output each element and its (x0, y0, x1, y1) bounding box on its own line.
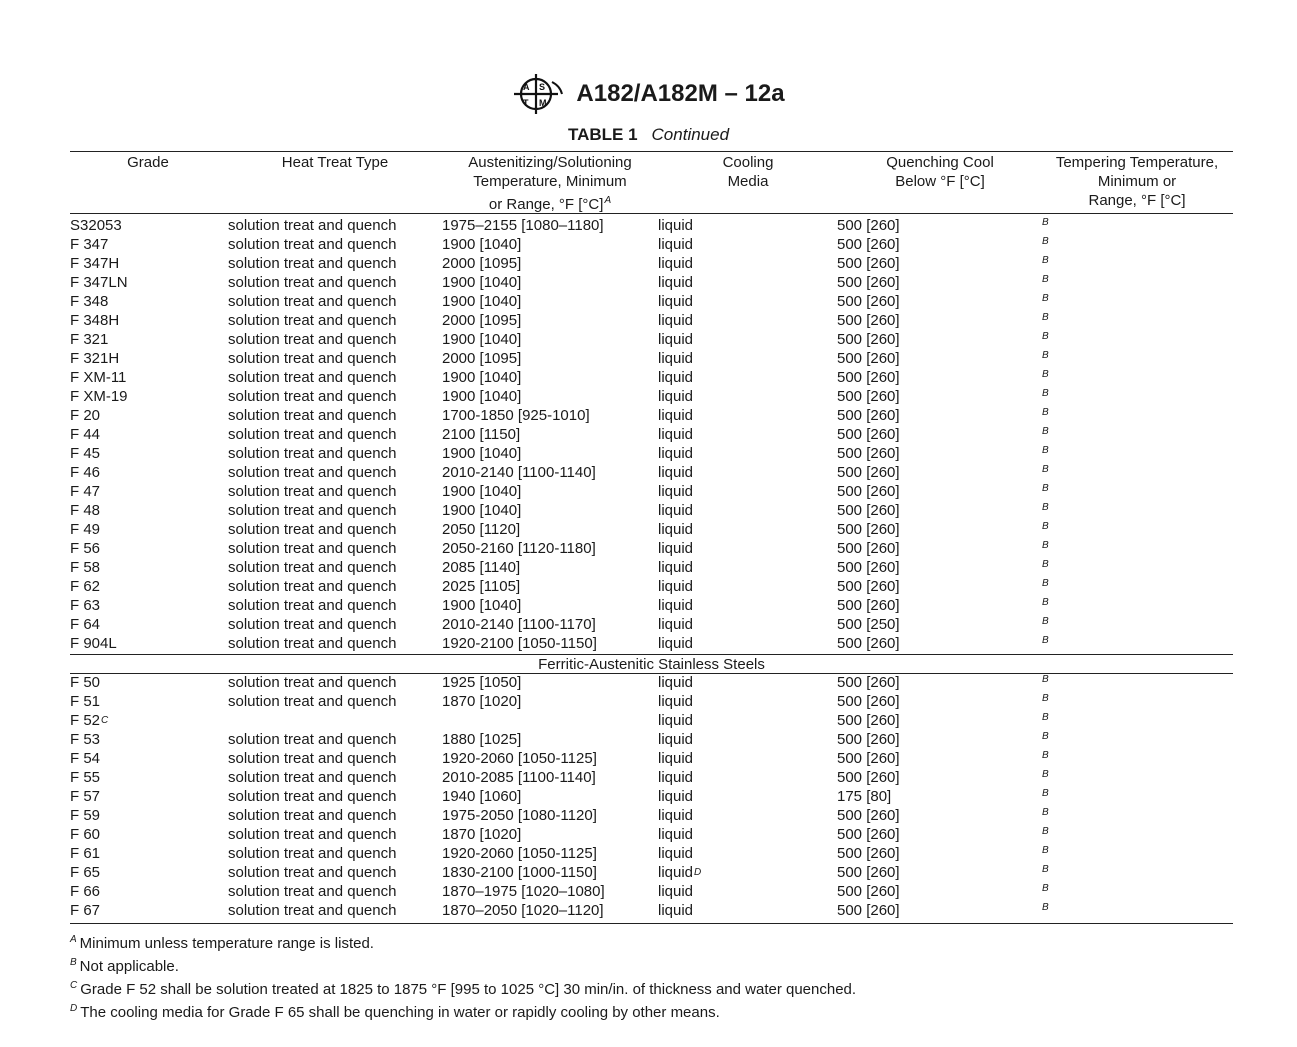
cell-grade: F 49 (70, 521, 101, 538)
cell-cooling-media: liquid (658, 635, 694, 652)
cell-heat-treat: solution treat and quench (228, 826, 397, 843)
table-row (70, 596, 1233, 615)
cell-quench-temp: 500 [260] (837, 464, 900, 481)
cell-temperature: 2010-2140 [1100-1140] (442, 464, 596, 481)
cell-grade: F 46 (70, 464, 101, 481)
cell-heat-treat: solution treat and quench (228, 788, 397, 805)
cell-cooling-media: liquid (658, 407, 694, 424)
cell-cooling-media: liquid (658, 750, 694, 767)
cell-temperature: 1830-2100 [1000-1150] (442, 864, 597, 881)
cell-temperature: 1920-2060 [1050-1125] (442, 845, 597, 862)
cell-heat-treat: solution treat and quench (228, 674, 397, 691)
svg-text:A: A (523, 82, 530, 92)
cell-quench-temp: 500 [260] (837, 521, 900, 538)
cell-quench-temp: 500 [260] (837, 445, 900, 462)
cell-grade: F 20 (70, 407, 101, 424)
cell-cooling-media: liquid (658, 597, 694, 614)
table-row (70, 330, 1233, 349)
cell-tempering: B (1042, 616, 1049, 627)
cell-heat-treat: solution treat and quench (228, 807, 397, 824)
cell-grade: F 67 (70, 902, 101, 919)
footnote-text: Not applicable. (79, 958, 179, 975)
cell-tempering: B (1042, 483, 1049, 494)
cell-quench-temp: 500 [260] (837, 826, 900, 843)
cell-tempering: B (1042, 312, 1049, 323)
cell-cooling-media: liquid (658, 255, 694, 272)
cell-cooling-media: liquid (658, 902, 694, 919)
footnote-text: Minimum unless temperature range is listed. (79, 935, 374, 952)
table-row (70, 501, 1233, 520)
cell-temperature: 1900 [1040] (442, 293, 522, 310)
cell-tempering: B (1042, 826, 1049, 837)
cell-grade: F 55 (70, 769, 101, 786)
col-header-tempering: Tempering Temperature, Minimum or Range, °F [°C] (1055, 154, 1219, 209)
table-continued: Continued (651, 125, 730, 144)
cell-cooling-media: liquid (658, 236, 694, 253)
table-row (70, 882, 1233, 901)
cell-tempering: B (1042, 388, 1049, 399)
cell-temperature: 1975-2050 [1080-1120] (442, 807, 597, 824)
cell-grade: F 321H (70, 350, 120, 367)
cell-grade: F 65 (70, 864, 101, 881)
cell-quench-temp: 500 [260] (837, 369, 900, 386)
cell-cooling-media: liquid (658, 788, 694, 805)
cell-cooling-media: liquid (658, 883, 694, 900)
cell-grade: F 45 (70, 445, 101, 462)
table-row (70, 463, 1233, 482)
cell-temperature: 1940 [1060] (442, 788, 522, 805)
cell-temperature: 2000 [1095] (442, 350, 522, 367)
svg-text:M: M (539, 98, 547, 108)
cell-temperature: 2000 [1095] (442, 312, 522, 329)
cell-temperature: 2010-2140 [1100-1170] (442, 616, 596, 633)
cell-temperature: 1975–2155 [1080–1180] (442, 217, 604, 234)
cell-tempering: B (1042, 845, 1049, 856)
cell-tempering: B (1042, 635, 1049, 646)
cell-grade: S32053 (70, 217, 122, 234)
document-header (0, 72, 1297, 116)
cell-heat-treat: solution treat and quench (228, 255, 397, 272)
cell-heat-treat: solution treat and quench (228, 769, 397, 786)
section-label: Ferritic-Austenitic Stainless Steels (538, 656, 765, 673)
cell-temperature: 1870–2050 [1020–1120] (442, 902, 604, 919)
cell-quench-temp: 500 [260] (837, 388, 900, 405)
cell-temperature: 1900 [1040] (442, 388, 522, 405)
cell-quench-temp: 500 [260] (837, 693, 900, 710)
footnote-mark: A (70, 934, 77, 945)
cell-grade: F 59 (70, 807, 101, 824)
footnote (70, 953, 856, 976)
astm-logo-icon (512, 72, 568, 116)
footnote-text: Grade F 52 shall be solution treated at 1825 to 1875 °F [995 to 1025 °C] 30 min/in. of thickness and water quenched. (80, 981, 857, 998)
table-row (70, 806, 1233, 825)
col-header-quenching: Quenching Cool Below °F [°C] (886, 154, 994, 190)
cell-grade: F 58 (70, 559, 101, 576)
cell-cooling-media: liquid (658, 578, 694, 595)
cell-tempering: B (1042, 331, 1049, 342)
cell-tempering: B (1042, 674, 1049, 685)
cell-temperature: 2010-2085 [1100-1140] (442, 769, 596, 786)
footnote (70, 976, 856, 999)
footnotes (70, 930, 856, 1022)
cell-grade: F 904L (70, 635, 117, 652)
cell-tempering: B (1042, 464, 1049, 475)
cell-tempering: B (1042, 217, 1049, 228)
table-row (70, 634, 1233, 653)
table-row (70, 482, 1233, 501)
cell-cooling-media: liquid (658, 312, 694, 329)
table-row (70, 406, 1233, 425)
cell-cooling-media: liquid (658, 502, 694, 519)
cell-tempering: B (1042, 293, 1049, 304)
cell-grade: F 347 (70, 236, 109, 253)
cell-grade: F 44 (70, 426, 101, 443)
footnote-text: The cooling media for Grade F 65 shall be quenching in water or rapidly cooling by other means. (80, 1004, 720, 1021)
table-title (0, 125, 1297, 145)
cell-heat-treat: solution treat and quench (228, 293, 397, 310)
cell-quench-temp: 500 [260] (837, 502, 900, 519)
cell-tempering: B (1042, 255, 1049, 266)
cell-grade: F 47 (70, 483, 101, 500)
cell-cooling-media: liquid (658, 807, 694, 824)
cell-grade: F 348 (70, 293, 109, 310)
table-row (70, 615, 1233, 634)
cell-cooling-media: liquid (658, 712, 694, 729)
cell-temperature: 1900 [1040] (442, 274, 522, 291)
table-row (70, 254, 1233, 273)
cell-grade: F 50 (70, 674, 101, 691)
table-row (70, 749, 1233, 768)
cell-quench-temp: 500 [260] (837, 274, 900, 291)
table-row (70, 444, 1233, 463)
cell-grade: F 348H (70, 312, 120, 329)
cell-quench-temp: 500 [250] (837, 616, 900, 633)
cell-temperature: 2100 [1150] (442, 426, 521, 443)
cell-heat-treat: solution treat and quench (228, 731, 397, 748)
cell-tempering: B (1042, 445, 1049, 456)
cell-temperature: 1700-1850 [925-1010] (442, 407, 590, 424)
cell-quench-temp: 500 [260] (837, 807, 900, 824)
cell-quench-temp: 500 [260] (837, 312, 900, 329)
col-header-cooling: Cooling Media (722, 154, 774, 190)
table-row (70, 387, 1233, 406)
cell-grade: F 52 C (70, 712, 109, 729)
table-row (70, 216, 1233, 235)
table-label: TABLE 1 (567, 125, 638, 144)
footnote-mark: C (70, 980, 78, 991)
table-top-rule (70, 151, 1233, 152)
table-row (70, 844, 1233, 863)
table-row (70, 292, 1233, 311)
cell-cooling-media: liquid (658, 845, 694, 862)
cell-temperature: 1900 [1040] (442, 502, 522, 519)
cell-temperature: 2025 [1105] (442, 578, 521, 595)
cell-grade: F 347LN (70, 274, 128, 291)
footnote (70, 999, 856, 1022)
cell-heat-treat: solution treat and quench (228, 750, 397, 767)
cell-quench-temp: 500 [260] (837, 674, 900, 691)
cell-grade: F 51 (70, 693, 101, 710)
col-header-grade: Grade (127, 154, 169, 171)
cell-tempering: B (1042, 521, 1049, 532)
svg-text:S: S (539, 82, 546, 92)
cell-heat-treat: solution treat and quench (228, 616, 397, 633)
cell-temperature: 2000 [1095] (442, 255, 522, 272)
cell-quench-temp: 500 [260] (837, 483, 900, 500)
footnote-mark: D (70, 1003, 78, 1014)
cell-temperature: 2050-2160 [1120-1180] (442, 540, 596, 557)
cell-cooling-media: liquid (658, 540, 694, 557)
cell-tempering: B (1042, 807, 1049, 818)
cell-heat-treat: solution treat and quench (228, 883, 397, 900)
cell-quench-temp: 500 [260] (837, 712, 900, 729)
cell-tempering: B (1042, 502, 1049, 513)
document-id: A182/A182M – 12a (576, 80, 785, 107)
cell-temperature: 1920-2100 [1050-1150] (442, 635, 597, 652)
cell-quench-temp: 175 [80] (837, 788, 892, 805)
cell-temperature: 1900 [1040] (442, 597, 522, 614)
table-row (70, 692, 1233, 711)
cell-heat-treat: solution treat and quench (228, 864, 397, 881)
cell-temperature: 2050 [1120] (442, 521, 521, 538)
cell-tempering: B (1042, 750, 1049, 761)
cell-temperature: 1870 [1020] (442, 826, 522, 843)
table-row (70, 711, 1233, 730)
cell-cooling-media: liquid (658, 217, 694, 234)
cell-temperature: 1880 [1025] (442, 731, 522, 748)
cell-heat-treat: solution treat and quench (228, 236, 397, 253)
cell-tempering: B (1042, 902, 1049, 913)
cell-grade: F 53 (70, 731, 101, 748)
cell-tempering: B (1042, 731, 1049, 742)
table-row (70, 425, 1233, 444)
table-row (70, 273, 1233, 292)
cell-tempering: B (1042, 236, 1049, 247)
cell-grade: F 66 (70, 883, 101, 900)
cell-heat-treat: solution treat and quench (228, 502, 397, 519)
cell-heat-treat: solution treat and quench (228, 635, 397, 652)
table-row (70, 901, 1233, 920)
cell-cooling-media: liquid (658, 426, 694, 443)
cell-tempering: B (1042, 559, 1049, 570)
footnote-mark: D (694, 867, 702, 878)
cell-cooling-media: liquid (658, 693, 694, 710)
cell-cooling-media: liquid (658, 674, 694, 691)
cell-tempering: B (1042, 883, 1049, 894)
cell-tempering: B (1042, 769, 1049, 780)
cell-heat-treat: solution treat and quench (228, 521, 397, 538)
cell-heat-treat: solution treat and quench (228, 350, 397, 367)
cell-quench-temp: 500 [260] (837, 407, 900, 424)
table-row (70, 539, 1233, 558)
cell-temperature: 1900 [1040] (442, 331, 522, 348)
cell-quench-temp: 500 [260] (837, 902, 900, 919)
cell-quench-temp: 500 [260] (837, 217, 900, 234)
cell-quench-temp: 500 [260] (837, 750, 900, 767)
cell-heat-treat: solution treat and quench (228, 217, 397, 234)
cell-quench-temp: 500 [260] (837, 426, 900, 443)
cell-cooling-media: liquid (658, 464, 694, 481)
cell-quench-temp: 500 [260] (837, 635, 900, 652)
table-row (70, 235, 1233, 254)
cell-temperature: 2085 [1140] (442, 559, 521, 576)
cell-heat-treat: solution treat and quench (228, 845, 397, 862)
cell-heat-treat: solution treat and quench (228, 483, 397, 500)
cell-grade: F 62 (70, 578, 101, 595)
cell-cooling-media: liquid (658, 331, 694, 348)
cell-tempering: B (1042, 597, 1049, 608)
cell-grade: F 48 (70, 502, 101, 519)
cell-temperature: 1900 [1040] (442, 445, 522, 462)
cell-grade: F 64 (70, 616, 101, 633)
table-row (70, 863, 1233, 882)
table-row (70, 730, 1233, 749)
cell-heat-treat: solution treat and quench (228, 902, 397, 919)
cell-cooling-media: liquid (658, 559, 694, 576)
table-row (70, 349, 1233, 368)
cell-quench-temp: 500 [260] (837, 236, 900, 253)
table-row (70, 311, 1233, 330)
cell-cooling-media: liquid (658, 369, 694, 386)
cell-temperature: 1900 [1040] (442, 369, 522, 386)
cell-heat-treat: solution treat and quench (228, 693, 397, 710)
cell-quench-temp: 500 [260] (837, 350, 900, 367)
cell-cooling-media: liquid (658, 483, 694, 500)
cell-quench-temp: 500 [260] (837, 883, 900, 900)
col-header-heat-treat: Heat Treat Type (281, 154, 389, 171)
table-row (70, 520, 1233, 539)
cell-grade: F 321 (70, 331, 109, 348)
cell-quench-temp: 500 [260] (837, 293, 900, 310)
cell-tempering: B (1042, 578, 1049, 589)
cell-heat-treat: solution treat and quench (228, 597, 397, 614)
cell-grade: F 57 (70, 788, 101, 805)
cell-cooling-media: liquid (658, 388, 694, 405)
footnote (70, 930, 856, 953)
cell-tempering: B (1042, 426, 1049, 437)
cell-temperature: 1920-2060 [1050-1125] (442, 750, 597, 767)
cell-quench-temp: 500 [260] (837, 331, 900, 348)
table-row (70, 787, 1233, 806)
cell-cooling-media: liquid (658, 445, 694, 462)
cell-heat-treat: solution treat and quench (228, 426, 397, 443)
cell-cooling-media: liquid (658, 521, 694, 538)
cell-heat-treat: solution treat and quench (228, 445, 397, 462)
cell-quench-temp: 500 [260] (837, 731, 900, 748)
cell-cooling-media: liquid (658, 769, 694, 786)
cell-cooling-media: liquid D (658, 864, 702, 881)
table-row (70, 673, 1233, 692)
cell-temperature: 1900 [1040] (442, 483, 522, 500)
cell-heat-treat: solution treat and quench (228, 369, 397, 386)
cell-quench-temp: 500 [260] (837, 559, 900, 576)
cell-heat-treat: solution treat and quench (228, 464, 397, 481)
cell-cooling-media: liquid (658, 350, 694, 367)
cell-grade: F XM-19 (70, 388, 128, 405)
cell-tempering: B (1042, 407, 1049, 418)
cell-quench-temp: 500 [260] (837, 864, 900, 881)
cell-heat-treat: solution treat and quench (228, 331, 397, 348)
cell-tempering: B (1042, 788, 1049, 799)
table-row (70, 768, 1233, 787)
cell-heat-treat: solution treat and quench (228, 388, 397, 405)
table-bottom-rule (70, 923, 1233, 924)
cell-heat-treat: solution treat and quench (228, 274, 397, 291)
cell-tempering: B (1042, 369, 1049, 380)
table-row (70, 558, 1233, 577)
cell-cooling-media: liquid (658, 293, 694, 310)
cell-heat-treat: solution treat and quench (228, 407, 397, 424)
footnote-mark: B (70, 957, 77, 968)
cell-grade: F 60 (70, 826, 101, 843)
cell-grade: F 63 (70, 597, 101, 614)
cell-cooling-media: liquid (658, 826, 694, 843)
cell-tempering: B (1042, 712, 1049, 723)
cell-heat-treat: solution treat and quench (228, 540, 397, 557)
cell-heat-treat: solution treat and quench (228, 578, 397, 595)
cell-temperature: 1870–1975 [1020–1080] (442, 883, 605, 900)
cell-cooling-media: liquid (658, 731, 694, 748)
cell-quench-temp: 500 [260] (837, 540, 900, 557)
cell-temperature: 1900 [1040] (442, 236, 522, 253)
cell-quench-temp: 500 [260] (837, 845, 900, 862)
cell-tempering: B (1042, 864, 1049, 875)
table-row (70, 825, 1233, 844)
cell-grade: F XM-11 (70, 369, 127, 386)
cell-quench-temp: 500 [260] (837, 255, 900, 272)
table-row (70, 368, 1233, 387)
cell-tempering: B (1042, 693, 1049, 704)
cell-grade: F 61 (70, 845, 101, 862)
cell-tempering: B (1042, 350, 1049, 361)
cell-grade: F 347H (70, 255, 120, 272)
col-header-austenitizing: Austenitizing/Solutioning Temperature, Minimum or Range, °F $[^\circ C]^A$ (468, 154, 632, 213)
cell-grade: F 54 (70, 750, 101, 767)
cell-quench-temp: 500 [260] (837, 597, 900, 614)
cell-cooling-media: liquid (658, 616, 694, 633)
footnote-mark: C (101, 715, 109, 726)
cell-temperature: 1925 [1050] (442, 674, 522, 691)
cell-temperature: 1870 [1020] (442, 693, 522, 710)
cell-cooling-media: liquid (658, 274, 694, 291)
table-row (70, 577, 1233, 596)
cell-tempering: B (1042, 540, 1049, 551)
cell-quench-temp: 500 [260] (837, 769, 900, 786)
cell-heat-treat: solution treat and quench (228, 559, 397, 576)
cell-tempering: B (1042, 274, 1049, 285)
cell-heat-treat: solution treat and quench (228, 312, 397, 329)
cell-grade: F 56 (70, 540, 101, 557)
cell-quench-temp: 500 [260] (837, 578, 900, 595)
svg-text:T: T (523, 98, 529, 108)
